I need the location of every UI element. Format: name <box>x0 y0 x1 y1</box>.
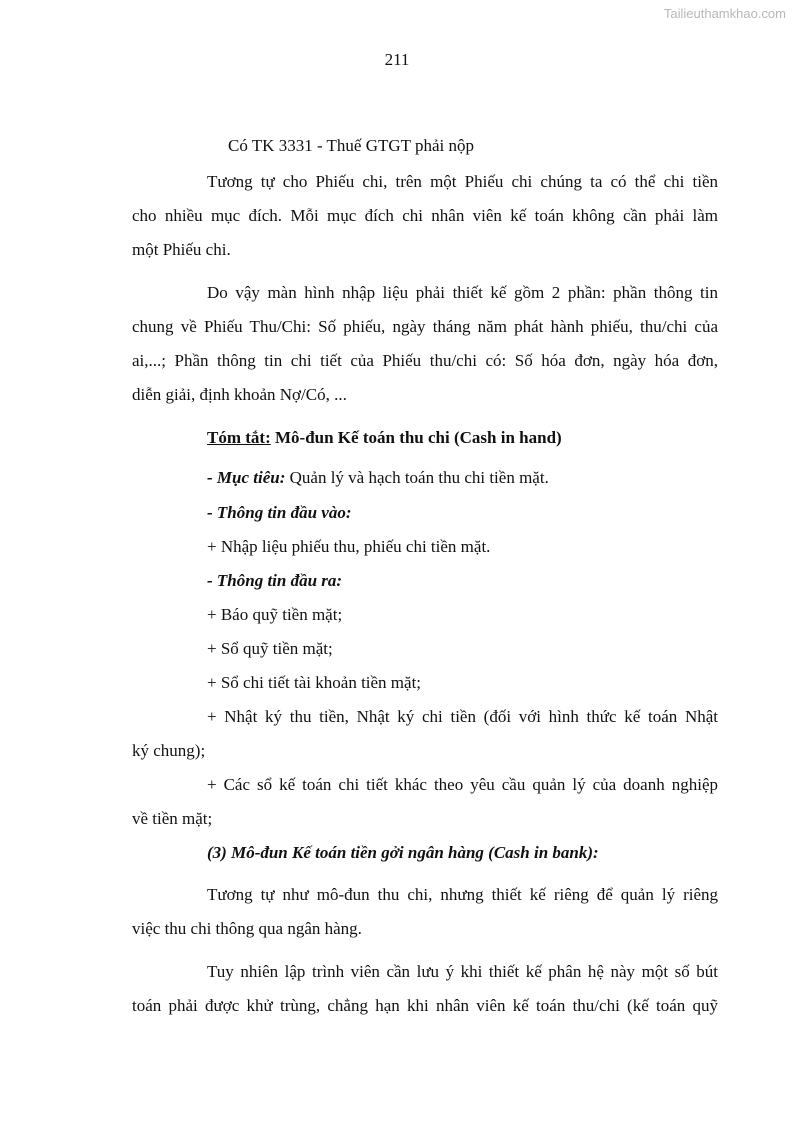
paragraph-line: Tương tự như mô-đun thu chi, nhưng thiết kế riêng để quản lý riêng <box>207 885 718 904</box>
objective-line <box>207 468 549 488</box>
objective-text: Quản lý và hạch toán thu chi tiền mặt. <box>285 468 549 487</box>
paragraph-line: Do vậy màn hình nhập liệu phải thiết kế gồm 2 phần: phần thông tin <box>207 283 718 302</box>
paragraph-line: Tương tự cho Phiếu chi, trên một Phiếu chi chúng ta có thể chi tiền <box>207 172 718 191</box>
output-item: + Sổ quỹ tiền mặt; <box>207 639 333 658</box>
section-heading: (3) Mô-đun Kế toán tiền gởi ngân hàng (Cash in bank): <box>207 843 599 862</box>
summary-heading <box>207 428 562 448</box>
summary-label: Tóm tắt: <box>207 428 271 447</box>
paragraph-line: toán phải được khử trùng, chẳng hạn khi nhân viên kế toán thu/chi (kế toán quỹ <box>132 996 718 1015</box>
paragraph-line: Tuy nhiên lập trình viên cần lưu ý khi thiết kế phân hệ này một số bút <box>207 962 718 981</box>
watermark: Tailieuthamkhao.com <box>663 6 786 21</box>
output-heading: - Thông tin đầu ra: <box>207 571 343 590</box>
paragraph-line: chung về Phiếu Thu/Chi: Số phiếu, ngày tháng năm phát hành phiếu, thu/chi của <box>132 317 718 336</box>
summary-title: Mô-đun Kế toán thu chi (Cash in hand) <box>270 428 562 447</box>
paragraph-line: ai,...; Phần thông tin chi tiết của Phiếu thu/chi có: Số hóa đơn, ngày hóa đơn, <box>132 351 718 370</box>
paragraph-line: việc thu chi thông qua ngân hàng. <box>132 919 362 938</box>
account-line: Có TK 3331 - Thuế GTGT phải nộp <box>228 136 475 155</box>
input-item: + Nhập liệu phiếu thu, phiếu chi tiền mặt. <box>207 537 491 556</box>
paragraph-line: diễn giải, định khoản Nợ/Có, ... <box>132 385 347 404</box>
output-item: + Báo quỹ tiền mặt; <box>207 605 343 624</box>
output-item: + Nhật ký thu tiền, Nhật ký chi tiền (đối với hình thức kế toán Nhật <box>207 707 718 726</box>
page-number: 211 <box>384 50 410 69</box>
output-item-continued: ký chung); <box>132 741 206 760</box>
output-item: + Sổ chi tiết tài khoản tiền mặt; <box>207 673 422 692</box>
paragraph-line: một Phiếu chi. <box>132 240 231 259</box>
output-item-continued: về tiền mặt; <box>132 809 213 828</box>
paragraph-line: cho nhiều mục đích. Mỗi mục đích chi nhân viên kế toán không cần phải làm <box>132 206 718 225</box>
objective-label: - Mục tiêu: <box>207 468 286 487</box>
output-item: + Các sổ kế toán chi tiết khác theo yêu cầu quản lý của doanh nghiệp <box>207 775 718 794</box>
input-heading: - Thông tin đầu vào: <box>207 503 352 522</box>
